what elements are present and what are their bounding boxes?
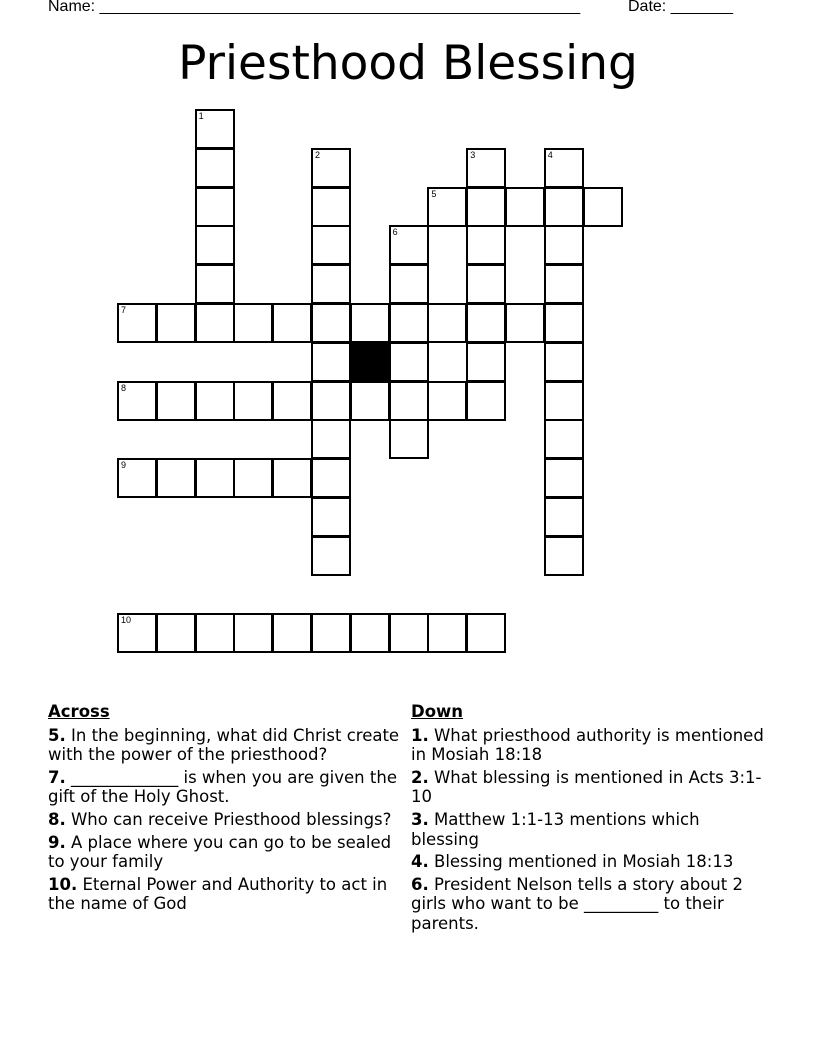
across-heading: Across	[48, 702, 110, 721]
across-clue	[48, 726, 400, 765]
clue-text: _____________ is when you are given the gift of the Holy Ghost.	[48, 767, 397, 807]
grid-cell[interactable]	[427, 613, 467, 653]
grid-cell[interactable]	[466, 148, 506, 188]
grid-cell[interactable]	[389, 342, 429, 382]
across-clue	[48, 768, 400, 807]
grid-cell[interactable]	[544, 225, 584, 265]
grid-cell[interactable]	[311, 381, 351, 421]
grid-cell[interactable]	[156, 458, 196, 498]
grid-cell[interactable]	[350, 613, 390, 653]
grid-cell[interactable]	[272, 613, 312, 653]
grid-cell[interactable]	[350, 381, 390, 421]
grid-cell[interactable]	[311, 225, 351, 265]
clue-number: 3	[470, 149, 476, 160]
clue-number-label: 5.	[48, 725, 66, 745]
clue-number-label: 3.	[411, 809, 429, 829]
grid-cell[interactable]	[311, 613, 351, 653]
clue-number: 7	[121, 305, 127, 315]
clue-text: Matthew 1:1-13 mentions which blessing	[411, 809, 700, 849]
grid-cell[interactable]	[311, 419, 351, 459]
across-clue	[48, 833, 400, 872]
clue-number-label: 9.	[48, 832, 66, 852]
grid-cell[interactable]	[389, 381, 429, 421]
grid-cell[interactable]	[389, 225, 429, 265]
grid-cell[interactable]	[156, 303, 196, 343]
grid-cell[interactable]	[389, 264, 429, 304]
clue-number-label: 7.	[48, 767, 66, 787]
grid-cell[interactable]	[427, 187, 467, 227]
grid-cell[interactable]	[195, 303, 235, 343]
grid-cell[interactable]	[156, 613, 196, 653]
clue-number: 2	[315, 149, 321, 160]
clue-number: 4	[547, 149, 553, 160]
grid-cell[interactable]	[427, 303, 467, 343]
grid-cell[interactable]	[117, 303, 157, 343]
clue-number: 6	[392, 227, 398, 238]
grid-cell[interactable]	[311, 303, 351, 343]
grid-cell[interactable]	[505, 303, 545, 343]
clue-number-label: 4.	[411, 852, 429, 872]
grid-cell[interactable]	[195, 381, 235, 421]
date-field[interactable]: Date: _______	[628, 0, 733, 15]
grid-cell[interactable]	[389, 303, 429, 343]
grid-cell[interactable]	[311, 458, 351, 498]
grid-cell[interactable]	[195, 264, 235, 304]
grid-cell[interactable]	[466, 187, 506, 227]
grid-cell[interactable]	[195, 225, 235, 265]
down-clue	[411, 810, 771, 849]
grid-cell[interactable]	[272, 458, 312, 498]
grid-cell[interactable]	[311, 342, 351, 382]
name-field[interactable]: Name: ______________________________________________________	[48, 0, 581, 15]
grid-black-cell	[350, 342, 390, 382]
clue-number: 8	[121, 382, 127, 393]
clue-number-label: 2.	[411, 767, 429, 787]
clue-number-label: 1.	[411, 725, 429, 745]
across-clue	[48, 810, 400, 830]
grid-cell[interactable]	[311, 536, 351, 576]
down-clue	[411, 875, 771, 934]
grid-cell[interactable]	[272, 303, 312, 343]
grid-cell[interactable]	[544, 148, 584, 188]
grid-cell[interactable]	[195, 187, 235, 227]
grid-cell[interactable]	[195, 458, 235, 498]
grid-cell[interactable]	[544, 381, 584, 421]
clue-number-label: 6.	[411, 874, 429, 894]
grid-cell[interactable]	[311, 497, 351, 537]
page-title: Priesthood Blessing	[178, 36, 638, 91]
clue-number: 10	[121, 615, 132, 626]
clue-text: What priesthood authority is mentioned in Mosiah 18:18	[411, 725, 764, 765]
down-clue	[411, 726, 771, 765]
grid-cell[interactable]	[583, 187, 623, 227]
grid-cell[interactable]	[544, 187, 584, 227]
crossword-grid	[117, 109, 623, 654]
grid-cell[interactable]	[233, 303, 273, 343]
grid-cell[interactable]	[117, 613, 157, 653]
down-clues	[411, 702, 771, 937]
clue-number-label: 8.	[48, 809, 66, 829]
grid-cell[interactable]	[466, 381, 506, 421]
grid-cell[interactable]	[544, 264, 584, 304]
grid-cell[interactable]	[272, 381, 312, 421]
clue-text: Eternal Power and Authority to act in the name of God	[48, 874, 388, 914]
grid-cell[interactable]	[311, 148, 351, 188]
grid-cell[interactable]	[389, 419, 429, 459]
clue-number: 1	[198, 111, 204, 121]
clue-number-label: 10.	[48, 874, 78, 894]
clue-text: Who can receive Priesthood blessings?	[65, 809, 392, 829]
clue-text: President Nelson tells a story about 2 girls who want to be _________ to their parents.	[411, 874, 743, 933]
clue-text: What blessing is mentioned in Acts 3:1-10	[411, 767, 762, 807]
clue-text: A place where you can go to be sealed to your family	[48, 832, 392, 872]
grid-cell[interactable]	[233, 381, 273, 421]
grid-cell[interactable]	[233, 613, 273, 653]
clue-text: In the beginning, what did Christ create with the power of the priesthood?	[48, 725, 400, 765]
across-clue	[48, 875, 400, 914]
clue-number: 5	[431, 188, 437, 199]
down-heading: Down	[411, 702, 464, 721]
grid-cell[interactable]	[195, 148, 235, 188]
grid-cell[interactable]	[466, 264, 506, 304]
grid-cell[interactable]	[156, 381, 196, 421]
header	[48, 0, 733, 16]
across-clues	[48, 702, 400, 917]
grid-cell[interactable]	[466, 613, 506, 653]
grid-cell[interactable]	[427, 381, 467, 421]
grid-cell[interactable]	[544, 458, 584, 498]
grid-cell[interactable]	[195, 109, 235, 149]
grid-cell[interactable]	[505, 187, 545, 227]
grid-cell[interactable]	[195, 613, 235, 653]
grid-cell[interactable]	[311, 187, 351, 227]
clue-number: 9	[121, 460, 127, 471]
grid-cell[interactable]	[544, 303, 584, 343]
grid-cell[interactable]	[117, 381, 157, 421]
clue-text: Blessing mentioned in Mosiah 18:13	[428, 852, 734, 872]
down-clue	[411, 768, 771, 807]
grid-cell[interactable]	[350, 303, 390, 343]
grid-cell[interactable]	[544, 497, 584, 537]
grid-cell[interactable]	[544, 419, 584, 459]
grid-cell[interactable]	[389, 613, 429, 653]
grid-cell[interactable]	[466, 342, 506, 382]
grid-cell[interactable]	[117, 458, 157, 498]
grid-cell[interactable]	[544, 342, 584, 382]
grid-cell[interactable]	[233, 458, 273, 498]
grid-cell[interactable]	[311, 264, 351, 304]
grid-cell[interactable]	[466, 303, 506, 343]
grid-cell[interactable]	[544, 536, 584, 576]
grid-cell[interactable]	[466, 225, 506, 265]
down-clue	[411, 852, 771, 872]
